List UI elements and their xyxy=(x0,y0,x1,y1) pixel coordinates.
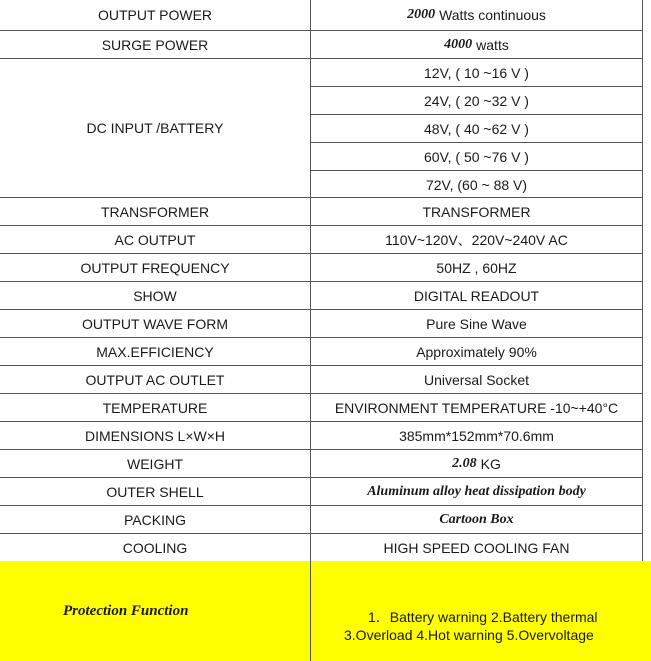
table-row-transformer xyxy=(0,198,642,226)
value-weight xyxy=(310,450,642,477)
value-packing: Cartoon Box xyxy=(310,506,642,533)
table-row-cooling xyxy=(0,534,642,561)
protection-line-2: 3.Overload 4.Hot warning 5.Overvoltage xyxy=(344,627,594,643)
weight-number: 2.08 xyxy=(452,455,477,471)
value-wave-form: Pure Sine Wave xyxy=(310,310,642,337)
protection-label: Protection Function xyxy=(63,602,189,619)
weight-unit: KG xyxy=(480,455,501,472)
label-cooling: COOLING xyxy=(122,539,188,556)
table-row-temperature xyxy=(0,394,642,422)
label-dimensions: DIMENSIONS L×W×H xyxy=(84,427,226,444)
label-dc-input: DC INPUT /BATTERY xyxy=(86,120,224,136)
table-row-surge-power xyxy=(0,31,642,59)
value-cooling: HIGH SPEED COOLING FAN xyxy=(310,534,642,561)
label-efficiency: MAX.EFFICIENCY xyxy=(96,343,214,360)
dc-input-60v: 60V, ( 50 ~76 V ) xyxy=(311,143,642,171)
label-output-frequency: OUTPUT FREQUENCY xyxy=(80,259,230,276)
label-show: SHOW xyxy=(133,287,177,304)
label-packing: PACKING xyxy=(124,511,186,528)
output-power-unit: Watts continuous xyxy=(439,7,546,23)
table-row-ac-outlet xyxy=(0,366,642,394)
protection-line-1: 1．Battery warning 2.Battery thermal xyxy=(368,609,598,625)
value-ac-outlet: Universal Socket xyxy=(310,366,642,393)
table-row-outer-shell xyxy=(0,478,642,506)
label-wave-form: OUTPUT WAVE FORM xyxy=(82,315,228,332)
dc-input-48v: 48V, ( 40 ~62 V ) xyxy=(311,115,642,143)
dc-input-72v: 72V, (60 ~ 88 V) xyxy=(425,176,528,193)
table-row-wave-form xyxy=(0,310,642,338)
protection-label-cell xyxy=(0,561,310,661)
value-efficiency: Approximately 90% xyxy=(310,338,642,365)
protection-value-cell xyxy=(310,561,651,661)
table-row-dimensions xyxy=(0,422,642,450)
protection-row xyxy=(0,561,651,661)
surge-power-number: 4000 xyxy=(444,36,473,52)
table-row-ac-output xyxy=(0,226,642,254)
label-output-power: OUTPUT POWER xyxy=(97,7,213,23)
value-output-frequency: 50HZ , 60HZ xyxy=(310,254,642,281)
table-row-weight xyxy=(0,450,642,478)
value-outer-shell: Aluminum alloy heat dissipation body xyxy=(310,478,642,505)
dc-input-24v: 24V, ( 20 ~32 V ) xyxy=(311,87,642,115)
label-temperature: TEMPERATURE xyxy=(102,399,208,416)
output-power-number: 2000 xyxy=(407,7,436,22)
value-dc-input-group xyxy=(310,59,642,197)
value-show: DIGITAL READOUT xyxy=(310,282,642,309)
dc-input-12v: 12V, ( 10 ~16 V ) xyxy=(311,59,642,87)
table-row-show xyxy=(0,282,642,310)
label-outer-shell: OUTER SHELL xyxy=(106,483,204,500)
value-output-power xyxy=(310,0,642,30)
table-row-efficiency xyxy=(0,338,642,366)
value-surge-power xyxy=(310,31,642,58)
surge-power-unit: watts xyxy=(476,36,509,53)
value-temperature: ENVIRONMENT TEMPERATURE -10~+40°C xyxy=(310,394,642,421)
table-row-output-power xyxy=(0,0,642,31)
table-row-output-frequency xyxy=(0,254,642,282)
label-ac-output: AC OUTPUT xyxy=(114,231,196,248)
value-dimensions: 385mm*152mm*70.6mm xyxy=(310,422,642,449)
label-weight: WEIGHT xyxy=(127,455,183,472)
table-row-dc-input xyxy=(0,59,642,198)
value-transformer: TRANSFORMER xyxy=(310,198,642,225)
table-row-packing xyxy=(0,506,642,534)
value-ac-output: 110V~120V、220V~240V AC xyxy=(310,226,642,253)
label-transformer: TRANSFORMER xyxy=(100,203,210,220)
table-right-border xyxy=(642,0,643,561)
label-surge-power: SURGE POWER xyxy=(101,36,209,53)
label-ac-outlet: OUTPUT AC OUTLET xyxy=(85,371,225,388)
